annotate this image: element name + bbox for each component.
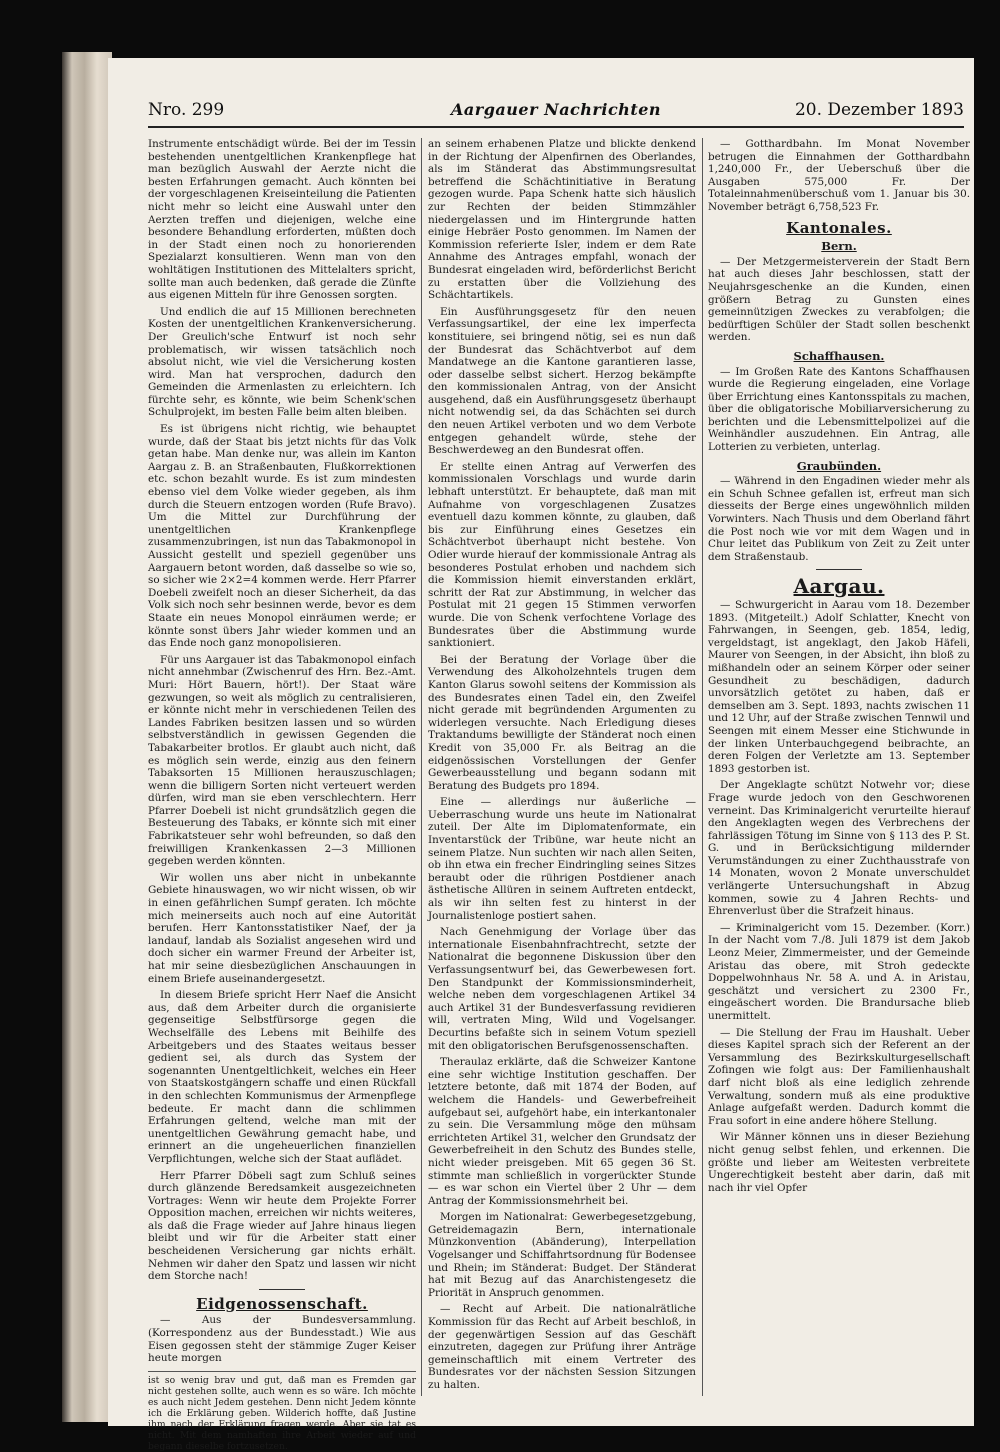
divider bbox=[816, 569, 862, 570]
subsection-bern: Bern. bbox=[821, 239, 857, 254]
subsection-schaffhausen: Schaffhausen. bbox=[793, 348, 885, 363]
paragraph: Und endlich die auf 15 Millionen berechneten Kosten der unentgeltlichen Krankenversicherung. Der Greulich'sche Entwurf ist noch sehr problematisch, wir wissen tatsächlich noch absolut nicht, wie viel die Versicherung kosten wird. Man hat versprochen, dadurch den Gemeinden die Armenlasten zu erleichtern. Ich fürchte sehr, es könnte, wie beim Schenk'schen Schulprojekt, im besten Falle beim alten bleiben. bbox=[148, 305, 416, 419]
section-title-aargau: Aargau. bbox=[793, 574, 885, 599]
section-title-eidgenossenschaft: Eidgenossenschaft. bbox=[196, 1294, 368, 1313]
paragraph: — Recht auf Arbeit. Die nationalrätliche Kommission für das Recht auf Arbeit beschloß, in der gegenwärtigen Session auf das Geschäft einzutreten, dagegen zur Prüfung ihrer Anträge gemeinschaftlich mit einem Vertreter des Bundesrates vor der nächsten Session Sitzungen zu halten. bbox=[428, 1303, 696, 1391]
paragraph: Morgen im Nationalrat: Gewerbegesetzgebung, Getreidemagazin Bern, internationale Münzkonvention (Abänderung), Interpellation Vogelsanger und Schiffahrtsordnung für Bodensee und Rhein; im Ständerat: Budget. Der Ständerat hat mit Bezug auf das Anarchistengesetz die Priorität in Anspruch genommen. bbox=[428, 1211, 696, 1299]
paragraph: Ein Ausführungsgesetz für den neuen Verfassungsartikel, der eine lex imperfecta konstituiere, sei bringend nötig, sei es nun daß der Bundesrat das Schächtverbot auf dem Mandatwege an die Kantone garantieren lasse, oder dasselbe selbst sichert. Herzog bekämpfte den kommissionalen Antrag, von der Ansicht ausgehend, daß ein Ausführungsgesetz überhaupt nicht notwendig sei, da das Schächten sei durch den neuen Artikel verboten und wo dem Verbote entgegen gehandelt würde, stehe der Beschwerdeweg an den Bundesrat offen. bbox=[428, 305, 696, 457]
paragraph: — Kriminalgericht vom 15. Dezember. (Korr.) In der Nacht vom 7./8. Juli 1879 ist dem Jakob Leonz Meier, Zimmermeister, und der Gemeinde Aristau das obere, mit Stroh gedeckte Doppelwohnhaus Nr. 58 A. und A. in Aristau, geschätzt und versichert zu 2300 Fr., eingeäschert worden. Die Brandursache blieb unermittelt. bbox=[708, 921, 970, 1022]
paragraph: Instrumente entschädigt würde. Bei der im Tessin bestehenden unentgeltlichen Krankenpflege hat man bezüglich Auswahl der Aerzte nicht die besten Erfahrungen gemacht. Auch könnten bei der vorgeschlagenen Kreiseinteilung die Patienten nicht mehr so leicht eine Auswahl unter den Aerzten treffen und diejenigen, welche eine besondere Behandlung erforderten, müßten doch in der Stadt einen noch zu honorierenden Spezialarzt konsultieren. Wenn man von den wohltätigen Institutionen des Mittelalters spricht, sollte man auch bedenken, daß gerade die Zünfte aus eigenen Mitteln für ihre Genossen sorgten. bbox=[148, 138, 416, 302]
newspaper-page bbox=[108, 58, 974, 1452]
issue-number: Nro. 299 bbox=[148, 100, 225, 120]
page-header bbox=[148, 98, 964, 128]
paragraph: Wir Männer können uns in dieser Beziehung nicht genug selbst fehlen, und erkennen. Die größte und lieber am Weitesten verbreitete Ungerechtigkeit besteht aber darin, daß mit nach ihr viel Opfer bbox=[708, 1131, 970, 1194]
column-3 bbox=[708, 138, 970, 1396]
masthead: Aargauer Nachrichten bbox=[450, 100, 662, 119]
paragraph: an seinem erhabenen Platze und blickte denkend in der Richtung der Alpenfirnen des Oberlandes, als im Ständerat das Abstimmungsresultat betreffend die Schächtinitiative in Beratung gezogen wurde. Papa Schenk hatte sich häuslich zur Rechten der beiden Stimmzähler niedergelassen und im Hintergrunde hatten einige Hebräer Posto genommen. Im Namen der Kommission referierte Isler, indem er dem Rate Annahme des Antrages empfahl, wonach der Bundesrat eingeladen wird, beförderlichst Bericht zu erstatten über die Vollziehung des Schächtartikels. bbox=[428, 138, 696, 302]
paragraph: Für uns Aargauer ist das Tabakmonopol einfach nicht annehmbar (Zwischenruf des Hrn. Bez.-Amt. Muri: Hört Bauern, hört!). Der Staat wäre gezwungen, so weit als möglich zu centralisieren, er könnte nicht mehr in verschiedenen Teilen des Landes Fabriken besitzen lassen und so würden selbstverständlich in gewissen Gegenden die Tabakarbeiter brotlos. Er glaubt auch nicht, daß es möglich sein werde, einzig aus den feinern Tabaksorten 15 Millionen herauszuschlagen; wenn die billigern Sorten nicht verteuert werden dürfen, wird man sie eben verschlechtern. Herr Pfarrer Doebeli ist nicht grundsätzlich gegen die Besteuerung des Tabaks, er könnte sich mit einer Fabrikatsteuer sehr wohl befreunden, so daß den freiwilligen Krankenkassen 2—3 Millionen gegeben werden könnten. bbox=[148, 653, 416, 868]
paragraph: Der Angeklagte schützt Notwehr vor; diese Frage wurde jedoch von den Geschworenen verneint. Das Kriminalgericht verurteilte hierauf den Angeklagten wegen des Verbrechens der fahrlässigen Tötung im Sinne von § 113 des P. St. G. und in Berücksichtigung mildernder Verumständungen zu einer Zuchthausstrafe von 14 Monaten, wovon 2 Monate unverschuldet verlängerte Untersuchungshaft in Abzug kommen, sowie zu 4 Jahren Rechts- und Ehrenverlust über die Strafzeit hinaus. bbox=[708, 779, 970, 918]
column-2 bbox=[428, 138, 696, 1396]
paragraph: — Während in den Engadinen wieder mehr als ein Schuh Schnee gefallen ist, erfreut man sich diesseits der Berge eines ungewöhnlich milden Vorwinters. Nach Thusis und dem Oberland fährt die Post noch wie vor mit dem Wagen und in Chur leitet das Publikum von Zeit zu Zeit unter dem Straßenstaub. bbox=[708, 475, 970, 563]
paragraph: — Der Metzgermeisterverein der Stadt Bern hat auch dieses Jahr beschlossen, statt der Neujahrsgeschenke an die Kunden, einen größern Betrag zu Gunsten eines gemeinnützigen Zweckes zu verabfolgen; die bedürftigen Schüler der Stadt sollen beschenkt werden. bbox=[708, 255, 970, 344]
column-1 bbox=[148, 138, 416, 1452]
column-rule bbox=[702, 138, 703, 1396]
issue-date: 20. Dezember 1893 bbox=[794, 100, 964, 120]
paragraph: Herr Pfarrer Döbeli sagt zum Schluß seines durch glänzende Beredsamkeit ausgezeichneten Vortrages: Wenn wir heute dem Projekte Forrer Opposition machen, erreichen wir nichts weiteres, als daß die Frage wieder auf Jahre hinaus liegen bleibt und wir für die Arbeiter statt einer bescheidenen Versicherung gar nichts erhält. Nehmen wir daher den Spatz und lassen wir nicht dem Storche nach! bbox=[148, 1169, 416, 1283]
book-edge bbox=[62, 52, 112, 1422]
feuilleton-footer: ist so wenig brav und gut, daß man es Fremden gar nicht gestehen sollte, auch wenn es so wäre. Ich möchte es auch nicht Jedem gestehen. Denn nicht Jedem könnte ich die Erklärung geben. Wilderich hoffte, daß Justine ihm nach der Erklärung fragen werde. Aber sie tat es nicht. Mit dem namhaften ihre Arbeit wieder auf und begann dieselbe fortzusetzen. bbox=[148, 1371, 416, 1452]
paragraph: Wir wollen uns aber nicht in unbekannte Gebiete hinauswagen, wo wir nicht wissen, ob wir in einen gefährlichen Sumpf geraten. Ich möchte mich meinerseits auch noch auf eine Autorität berufen. Herr Kantonsstatistiker Naef, der ja landauf, landab als Sozialist angesehen wird und doch sicher ein warmer Freund der Arbeiter ist, hat mir seine diesbezüglichen Anschauungen in einem Briefe auseinandergesetzt. bbox=[148, 871, 416, 985]
paragraph: Es ist übrigens nicht richtig, wie behauptet wurde, daß der Staat bis jetzt nichts für das Volk getan habe. Man denke nur, was allein im Kanton Aargau z. B. an Straßenbauten, Flußkorrektionen etc. schon bezahlt wurde. Es ist zum mindesten ebenso viel dem Volke wieder gegeben, als ihm durch die Steuern entzogen worden (Rufe Bravo). Um die Mittel zur Durchführung der unentgeltlichen Krankenpflege zusammenzubringen, ist nun das Tabakmonopol in Aussicht gestellt und speziell gegenüber uns Aargauern betont worden, daß dasselbe so wie so, so sicher wie 2×2=4 kommen werde. Herr Pfarrer Doebeli zweifelt noch an dieser Sicherheit, da das Volk sich noch sehr besinnen werde, bevor es dem Staate ein neues Monopol einräumen werde; er könnte sonst übers Jahr wieder kommen und an das Ende noch ganz monopolisieren. bbox=[148, 423, 416, 650]
paragraph: — Im Großen Rate des Kantons Schaffhausen wurde die Regierung eingeladen, eine Vorlage über Errichtung eines Kantonsspitals zu machen, über die obligatorische Mobiliarversicherung zu berichten und die Lebensmittelpolizei auf die Weinhändler auszudehnen. Ein Antrag, alle Lotterien zu verbieten, unterlag. bbox=[708, 365, 970, 454]
paragraph: — Die Stellung der Frau im Haushalt. Ueber dieses Kapitel sprach sich der Referent an der Versammlung des Bezirkskulturgesellschaft Zofingen wie folgt aus: Der Familienhaushalt darf nicht bloß als eine lediglich zehrende Verwaltung, sondern muß als eine produktive Anlage aufgefaßt werden. Dadurch kommt die Frau sofort in eine andere höhere Stellung. bbox=[708, 1026, 970, 1127]
subsection-graubuenden: Graubünden. bbox=[796, 458, 882, 473]
paragraph: In diesem Briefe spricht Herr Naef die Ansicht aus, daß dem Arbeiter durch die organisierte gegenseitige Selbstfürsorge gegen die Wechselfälle des Lebens mit Beihilfe des Arbeitgebers und des Staates weitaus besser gedient sei, als durch das System der sogenannten Unentgeltlichkeit, welches ein Heer von Staatskostgängern schaffe und einen Rückfall in den schlechten Kommunismus der Armenpflege bedeute. Er macht dann die schlimmen Erfahrungen geltend, welche man mit der unentgeltlichen Gewährung gemacht habe, und erinnert an die ungeheuerlichen finanziellen Verpflichtungen, welche sich der Staat auflädet. bbox=[148, 989, 416, 1165]
divider bbox=[259, 1289, 305, 1290]
column-rule bbox=[421, 138, 422, 1396]
paragraph: Theraulaz erklärte, daß die Schweizer Kantone eine sehr wichtige Institution geschaffen. Der letztere betonte, daß mit 1874 der Boden, auf welchem die Handels- und Gewerbefreiheit aufgebaut sei, aufgehört habe, ein interkantonaler zu sein. Die Versammlung möge den mühsam errichteten Artikel 31, welcher den Grundsatz der Gewerbefreiheit in den Schutz des Bundes stelle, nicht wieder preisgeben. Mit 65 gegen 36 St. stimmte man schließlich in vorgerückter Stunde — es war schon ein Viertel über 2 Uhr — dem Antrag der Kommissionsmehrheit bei. bbox=[428, 1056, 696, 1207]
paragraph: Eine — allerdings nur äußerliche — Ueberraschung wurde uns heute im Nationalrat zuteil. Der Alte im Diplomatenformate, ein Inventarstück der Tribüne, war heute nicht an seinem Platze. Nun suchten wir nach allen Seiten, ob ihn etwa ein frecher Eindringling seines Sitzes beraubt oder die rührigen Postdiener anach ästhetische Allüren in seinem Auftreten entdeckt, als wir ihn selten fest zu hinterst in der Journalistenloge postiert sahen. bbox=[428, 796, 696, 922]
section-title-kantonales: Kantonales. bbox=[786, 218, 892, 237]
paragraph: Er stellte einen Antrag auf Verwerfen des kommissionalen Vorschlags und wurde darin lebhaft unterstützt. Er behauptete, daß man mit Aufnahme von vorgeschlagenen Zusatzes eventuell dazu kommen könnte, zu glauben, daß bis zur Einführung eines Gesetzes ein Schächtverbot überhaupt nicht bestehe. Von Odier wurde hierauf der kommissionale Antrag als besonderes Postulat erhoben und nachdem sich die Kommission hiemit einverstanden erklärt, schritt der Rat zur Abstimmung, in welcher das Postulat mit 21 gegen 15 Stimmen verworfen wurde. Die von Schenk verfochtene Vorlage des Bundesrates über die Abstimmung wurde sanktioniert. bbox=[428, 460, 696, 650]
paragraph: Bei der Beratung der Vorlage über die Verwendung des Alkoholzehntels trugen dem Kanton Glarus sowohl seitens der Kommission als des Bundesrates einen Tadel ein, den Zweifel nicht gerade mit begründenden Argumenten zu widerlegen versuchte. Nach Erledigung dieses Traktandums bewilligte der Ständerat noch einen Kredit von 35,000 Fr. als Beitrag an die eidgenössischen Vorstellungen der Genfer Gewerbeausstellung und begann sodann mit Beratung des Budgets pro 1894. bbox=[428, 653, 696, 792]
paragraph: — Aus der Bundesversammlung. (Korrespondenz aus der Bundesstadt.) Wie aus Eisen gegossen steht der stämmige Zuger Keiser heute morgen bbox=[148, 1314, 416, 1365]
paragraph: — Schwurgericht in Aarau vom 18. Dezember 1893. (Mitgeteilt.) Adolf Schlatter, Knecht von Fahrwangen, in Seengen, geb. 1854, ledig, vergeldstagt, ist angeklagt, den Jakob Häfeli, Maurer von Seengen, in der Absicht, ihn bloß zu mißhandeln oder an seinem Körper oder seiner Gesundheit zu beschädigen, dadurch unvorsätzlich getötet zu haben, daß er demselben am 3. Sept. 1893, nachts zwischen 11 und 12 Uhr, auf der Straße zwischen Tennwil und Seengen mit einem Messer eine Stichwunde in der linken Unterbauchgegend beibrachte, an deren Folgen der Verletzte am 13. September 1893 gestorben ist. bbox=[708, 599, 970, 775]
paragraph: Nach Genehmigung der Vorlage über das internationale Eisenbahnfrachtrecht, setzte der Nationalrat die begonnene Diskussion über den Verfassungsentwurf bei, das Gewerbewesen fort. Den Standpunkt der Kommissionsminderheit, welche neben dem vorgeschlagenen Artikel 34 auch Artikel 31 der Bundesverfassung revidieren will, vertraten Ming, Wild und Vogelsanger. Decurtins befaßte sich in seinem Votum speziell mit den obligatorischen Berufsgenossenschaften. bbox=[428, 926, 696, 1052]
paragraph: — Gotthardbahn. Im Monat November betrugen die Einnahmen der Gotthardbahn 1,240,000 Fr., der Ueberschuß über die Ausgaben 575,000 Fr. Der Totaleinnahmenüberschuß vom 1. Januar bis 30. November beträgt 6,758,523 Fr. bbox=[708, 138, 970, 213]
